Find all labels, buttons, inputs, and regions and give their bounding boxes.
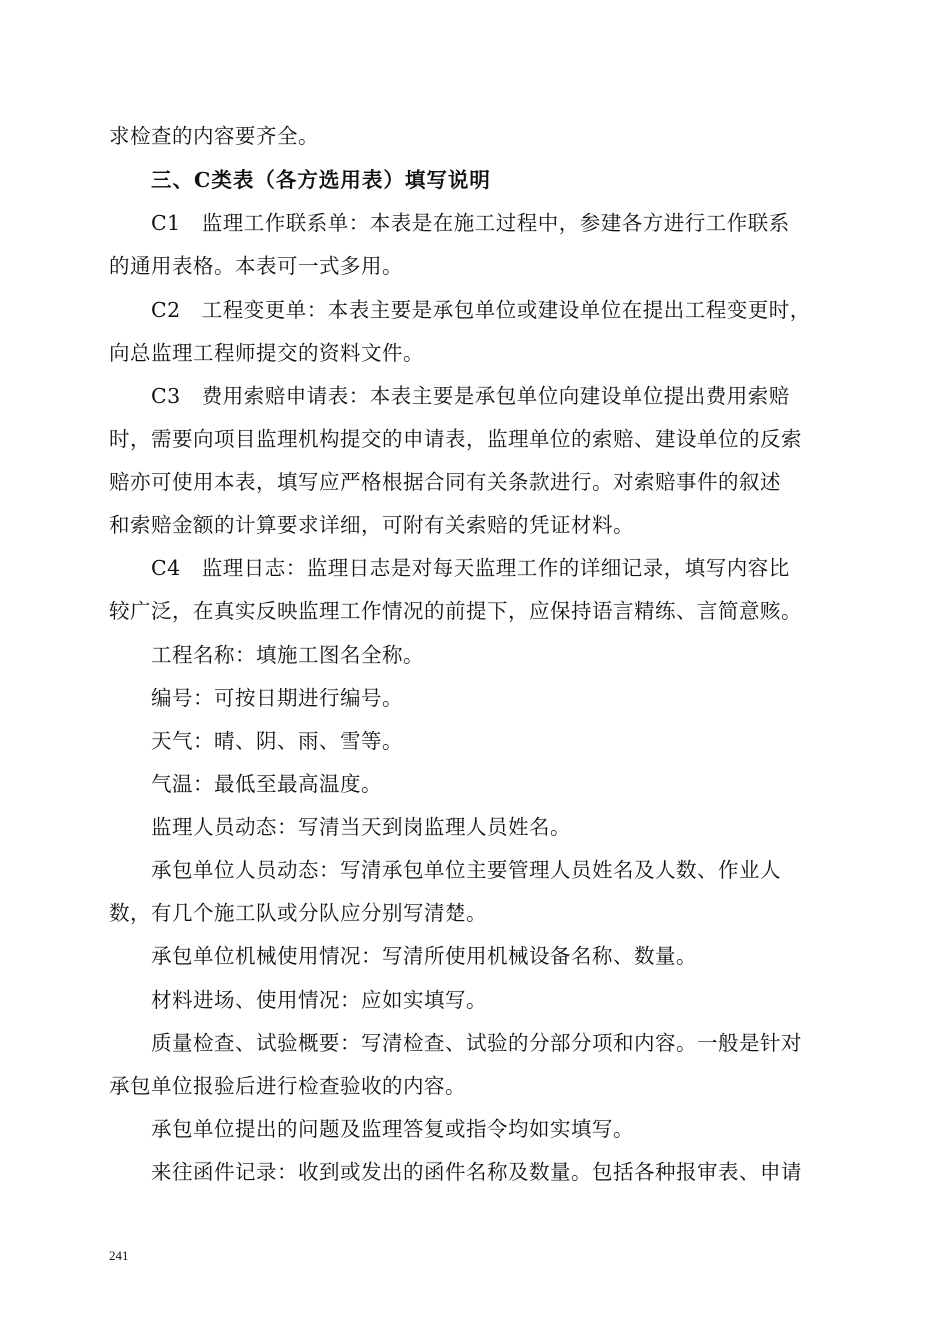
text-line: 时，需要向项目监理机构提交的申请表，监理单位的索赔、建设单位的反索 <box>109 427 802 451</box>
text-line: 赔亦可使用本表，填写应严格根据合同有关条款进行。对索赔事件的叙述 <box>109 470 781 494</box>
text-line: 承包单位机械使用情况：写清所使用机械设备名称、数量。 <box>151 944 697 968</box>
section-heading: 三、C类表（各方选用表）填写说明 <box>151 168 491 192</box>
text-line: 较广泛，在真实反映监理工作情况的前提下，应保持语言精练、言简意赅。 <box>109 599 802 623</box>
text-line: 承包单位报验后进行检查验收的内容。 <box>109 1074 466 1098</box>
text-line: 的通用表格。本表可一式多用。 <box>109 254 403 278</box>
text-line: 和索赔金额的计算要求详细，可附有关索赔的凭证材料。 <box>109 513 634 537</box>
text-line: 承包单位提出的问题及监理答复或指令均如实填写。 <box>151 1117 634 1141</box>
text-line: C4 监理日志：监理日志是对每天监理工作的详细记录，填写内容比 <box>151 556 790 580</box>
text-line: 监理人员动态：写清当天到岗监理人员姓名。 <box>151 815 571 839</box>
text-line: 气温：最低至最高温度。 <box>151 772 382 796</box>
text-line: 天气：晴、阴、雨、雪等。 <box>151 729 403 753</box>
text-line: 材料进场、使用情况：应如实填写。 <box>151 988 487 1012</box>
text-line: 来往函件记录：收到或发出的函件名称及数量。包括各种报审表、申请 <box>151 1160 802 1184</box>
text-line: 承包单位人员动态：写清承包单位主要管理人员姓名及人数、作业人 <box>151 858 781 882</box>
text-line: C2 工程变更单：本表主要是承包单位或建设单位在提出工程变更时， <box>151 298 811 322</box>
page-number: 241 <box>109 1248 129 1263</box>
text-line: C1 监理工作联系单：本表是在施工过程中，参建各方进行工作联系 <box>151 211 790 235</box>
text-line: 工程名称：填施工图名全称。 <box>151 643 424 667</box>
text-line: 质量检查、试验概要：写清检查、试验的分部分项和内容。一般是针对 <box>151 1031 802 1055</box>
text-line: C3 费用索赔申请表：本表主要是承包单位向建设单位提出费用索赔 <box>151 384 790 408</box>
text-line: 求检查的内容要齐全。 <box>109 124 319 148</box>
text-line: 向总监理工程师提交的资料文件。 <box>109 341 424 365</box>
text-line: 编号：可按日期进行编号。 <box>151 686 403 710</box>
text-line: 数，有几个施工队或分队应分别写清楚。 <box>109 901 487 925</box>
